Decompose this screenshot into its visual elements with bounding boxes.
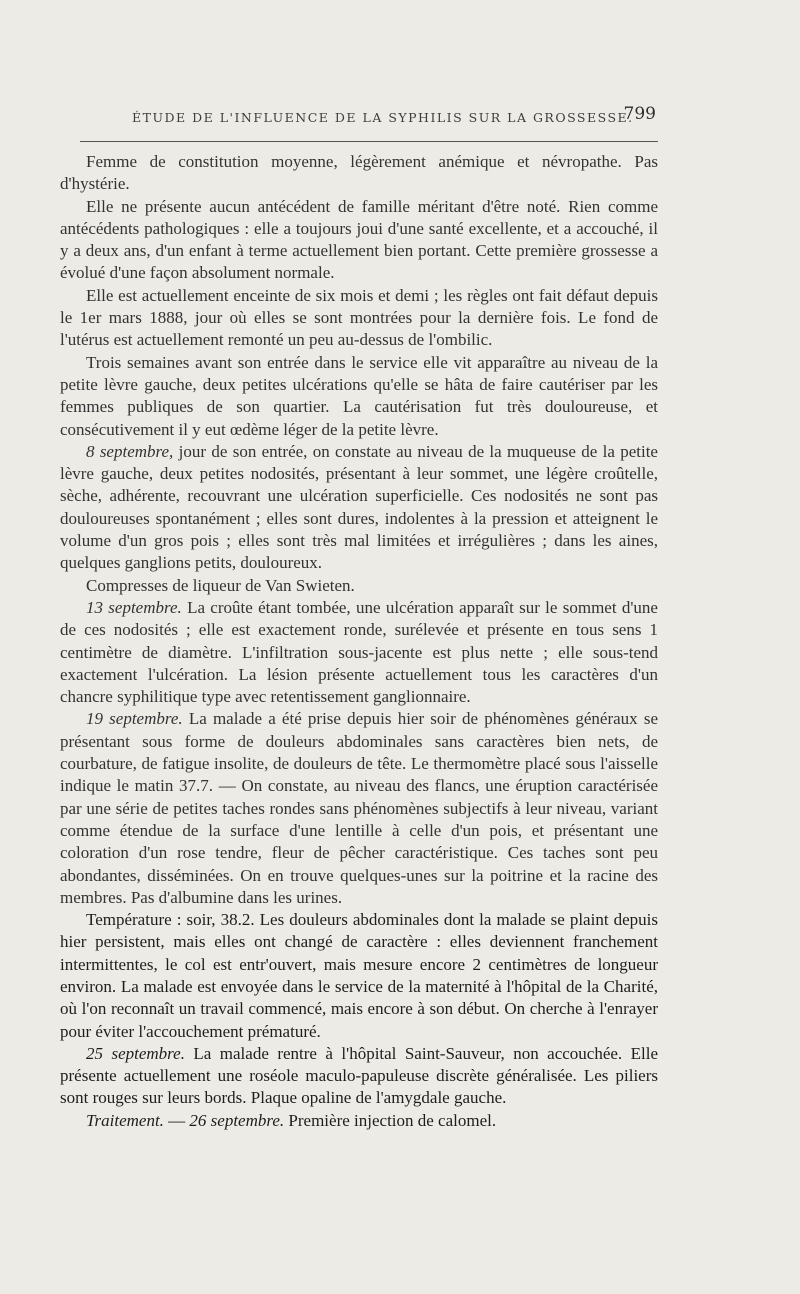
paragraph-ulcerations: Trois semaines avant son entrée dans le service elle vit apparaître au niveau de la petite lèvre gauche, deux petites ulcérations qu'elle se hâta de faire cautériser par les femmes publiques de son quartier. La cautérisation fut très douloureuse, et consécutivement il y eut œdème léger de la petite lèvre. bbox=[60, 352, 658, 439]
paragraph-compresses: Compresses de liqueur de Van Swieten. bbox=[86, 575, 355, 595]
text-sept-13: La croûte étant tombée, une ulcération apparaît sur le sommet d'une de ces nodosités ; elle est exactement ronde, surélevée et présente en tous sens 1 centimètre de diamètre. L'infiltration sous-jacente est plus nette ; elle sous-tend exactement l'ulcération. La lésion présente actuellement tous les caractères d'un chancre syphilitique type avec retentissement ganglionnaire. bbox=[60, 597, 658, 707]
running-title: ÉTUDE DE L'INFLUENCE DE LA SYPHILIS SUR LA GROSSESSE. bbox=[132, 110, 634, 125]
paragraph-treatment bbox=[60, 1110, 658, 1132]
text-sept-19: La malade a été prise depuis hier soir de phénomènes généraux se présentant sous forme de douleurs abdominales sans caractères bien nets, de courbature, de fatigue insolite, de douleurs de tête. Le thermomètre placé sous l'aisselle indique le matin 37.7. — On constate, au niveau des flancs, une éruption caractérisée par une série de petites taches rondes sans phénomènes subjectifs à leur niveau, variant comme étendue de la surface d'une lentille à celle d'un pois, et présentant une coloration d'un rose tendre, fleur de pêcher caractéristique. Ces taches sont peu abondantes, disséminées. On en trouve quelques-unes sur la poitrine et la racine des membres. Pas d'albumine dans les urines. bbox=[60, 709, 658, 907]
header-rule bbox=[80, 141, 658, 142]
body-text bbox=[60, 151, 658, 1132]
paragraph-antecedents: Elle ne présente aucun antécédent de famille méritant d'être noté. Rien comme antécédents pathologiques : elle a toujours joui d'une santé excellente, et a accouché, il y a deux ans, d'un enfant à terme actuellement bien portant. Cette première grossesse a évolué d'une façon absolument normale. bbox=[60, 196, 658, 283]
date-sept-25: 25 septembre. bbox=[86, 1043, 185, 1063]
paragraph-pregnancy: Elle est actuellement enceinte de six mois et demi ; les règles ont fait défaut depuis le 1er mars 1888, jour où elles se sont montrées pour la dernière fois. Le fond de l'utérus est actuellement remonté un peu au-dessus de l'ombilic. bbox=[60, 285, 658, 350]
running-header bbox=[80, 104, 658, 130]
treatment-separator: — bbox=[163, 1110, 190, 1130]
text-sept-8: jour de son entrée, on constate au niveau de la muqueuse de la petite lèvre gauche, deux petites nodosités, présentant à leur sommet, une légère croûtelle, sèche, adhérente, recouvrant une ulcération superficielle. Ces nodosités ne sont pas douloureuses spontanément ; elles sont dures, indolentes à la pression et atteignent le volume d'un gros pois ; elles sont très mal limitées et irrégulières ; dans les aines, quelques ganglions petits, douloureux. bbox=[60, 441, 658, 573]
paragraph-constitution: Femme de constitution moyenne, légèrement anémique et névropathe. Pas d'hystérie. bbox=[60, 152, 658, 194]
text-sept-25: La malade rentre à l'hôpital Saint-Sauveur, non accouchée. Elle présente actuellement une roséole maculo-papuleuse discrète généralisée. Les piliers sont rouges sur leurs bords. Plaque opaline de l'amygdale gauche. bbox=[60, 1043, 658, 1108]
paragraph-sept-25 bbox=[60, 1043, 658, 1110]
date-sept-13: 13 septembre. bbox=[86, 597, 182, 617]
page-number: 799 bbox=[623, 104, 656, 124]
date-sept-19: 19 septembre. bbox=[86, 709, 183, 729]
paragraph-temperature: Température : soir, 38.2. Les douleurs abdominales dont la malade se plaint depuis hier persistent, mais elles ont changé de caractère : elles deviennent franchement intermittentes, le col est entr'ouvert, mais mesure encore 2 centimètres de longueur environ. La malade est envoyée dans le service de la maternité à l'hôpital de la Charité, où l'on reconnaît un travail commencé, mais encore à son début. On cherche à l'enrayer pour éviter l'accouchement prématuré. bbox=[60, 910, 658, 1041]
paragraph-sept-19 bbox=[60, 708, 658, 909]
treatment-label: Traitement. bbox=[86, 1110, 164, 1130]
paragraph-sept-13 bbox=[60, 597, 658, 708]
paragraph-sept-8 bbox=[60, 441, 658, 575]
text-sept-26: Première injection de calomel. bbox=[284, 1110, 497, 1130]
date-sept-8: 8 septembre, bbox=[86, 441, 174, 461]
date-sept-26: 26 septembre. bbox=[189, 1110, 285, 1130]
